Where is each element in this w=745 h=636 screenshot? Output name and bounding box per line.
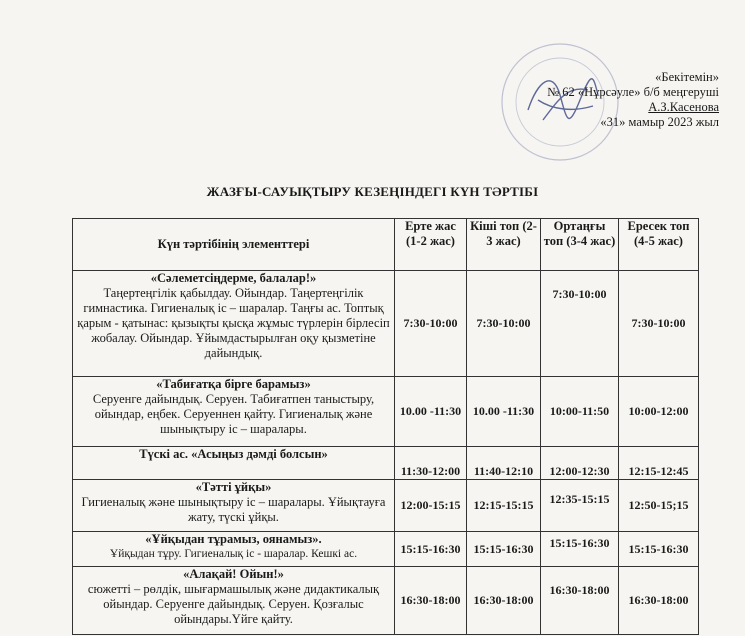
row-description (73, 447, 395, 480)
time-middle: 7:30-10:00 (541, 271, 619, 377)
row-text: Ұйқыдан тұру. Гигиеналық іс - шаралар. Кешкі ас. (109, 548, 358, 560)
time-junior: 16:30-18:00 (467, 567, 541, 635)
row-lead: «Табиғатқа бірге барамыз» (156, 377, 311, 391)
header-row (73, 219, 699, 271)
time-early: 10.00 -11:30 (395, 377, 467, 447)
row-lead: «Ұйқыдан тұрамыз, оянамыз». (145, 532, 322, 546)
time-middle: 15:15-16:30 (541, 532, 619, 567)
row-lead: «Алақай! Ойын!» (183, 567, 284, 581)
approval-date: «31» мамыр 2023 жыл (600, 115, 719, 129)
row-text: Серуенге дайындық. Серуен. Табиғатпен таныстыру, ойындар, еңбек. Серуеннен қайту. Гигиеналық және шынықтыру іс – шаралары. (92, 392, 375, 436)
schedule-table (72, 218, 699, 635)
row-description (73, 532, 395, 567)
row-lead: «Сәлеметсіңдерме, балалар!» (150, 271, 317, 285)
time-middle: 10:00-11:50 (541, 377, 619, 447)
approval-org: № 62 «Нұрсәуле» б/б меңгеруші (547, 85, 719, 99)
time-senior: 16:30-18:00 (619, 567, 699, 635)
table-row (73, 447, 699, 480)
table-row (73, 480, 699, 532)
time-middle: 12:35-15:15 (541, 480, 619, 532)
row-description (73, 377, 395, 447)
header-junior-group: Кіші топ (2-3 жас) (467, 219, 541, 271)
row-description (73, 271, 395, 377)
row-text: Таңертеңгілік қабылдау. Ойындар. Таңертеңгілік гимнастика. Гигиеналық іс – шаралар. Таңғы ас. Топтық қарым - қатынас: қызықты қысқа жұмыс түрлерін бірлесіп жобалау. Ойындар. Ұйымдастырылған оқу қызметіне дайындық. (77, 286, 390, 360)
row-description (73, 567, 395, 635)
header-middle-group: Ортаңғы топ (3-4 жас) (541, 219, 619, 271)
header-senior-group: Ересек топ (4-5 жас) (619, 219, 699, 271)
time-early: 11:30-12:00 (395, 447, 467, 480)
time-senior: 7:30-10:00 (619, 271, 699, 377)
row-lead: Түскі ас. «Асыңыз дәмді болсын» (139, 447, 328, 461)
time-senior: 15:15-16:30 (619, 532, 699, 567)
time-junior: 7:30-10:00 (467, 271, 541, 377)
table-row (73, 271, 699, 377)
header-elements: Күн тәртібінің элементтері (73, 219, 395, 271)
time-early: 16:30-18:00 (395, 567, 467, 635)
approval-head-name: А.З.Касенова (648, 100, 719, 114)
document-title: ЖАЗҒЫ-САУЫҚТЫРУ КЕЗЕҢІНДЕГІ КҮН ТӘРТІБІ (206, 184, 539, 199)
time-junior: 11:40-12:10 (467, 447, 541, 480)
time-middle: 16:30-18:00 (541, 567, 619, 635)
row-text: Гигиеналық және шынықтыру іс – шаралары. Ұйықтауға жату, түскі ұйқы. (81, 495, 386, 524)
header-early-age: Ерте жас (1-2 жас) (395, 219, 467, 271)
table-row (73, 377, 699, 447)
time-middle: 12:00-12:30 (541, 447, 619, 480)
time-junior: 15:15-16:30 (467, 532, 541, 567)
time-senior: 10:00-12:00 (619, 377, 699, 447)
row-description (73, 480, 395, 532)
time-junior: 12:15-15:15 (467, 480, 541, 532)
time-senior: 12:15-12:45 (619, 447, 699, 480)
table-row (73, 567, 699, 635)
table-row (73, 532, 699, 567)
time-junior: 10.00 -11:30 (467, 377, 541, 447)
row-text: сюжетті – рөлдік, шығармашылық және дидактикалық ойындар. Серуенге дайындық. Серуен. Қозғалыс ойындары.Үйге қайту. (87, 582, 380, 626)
time-early: 12:00-15:15 (395, 480, 467, 532)
time-early: 15:15-16:30 (395, 532, 467, 567)
approval-block (479, 70, 719, 130)
row-lead: «Тәтті ұйқы» (195, 480, 272, 494)
approval-title: «Бекітемін» (655, 70, 719, 84)
time-senior: 12:50-15;15 (619, 480, 699, 532)
time-early: 7:30-10:00 (395, 271, 467, 377)
